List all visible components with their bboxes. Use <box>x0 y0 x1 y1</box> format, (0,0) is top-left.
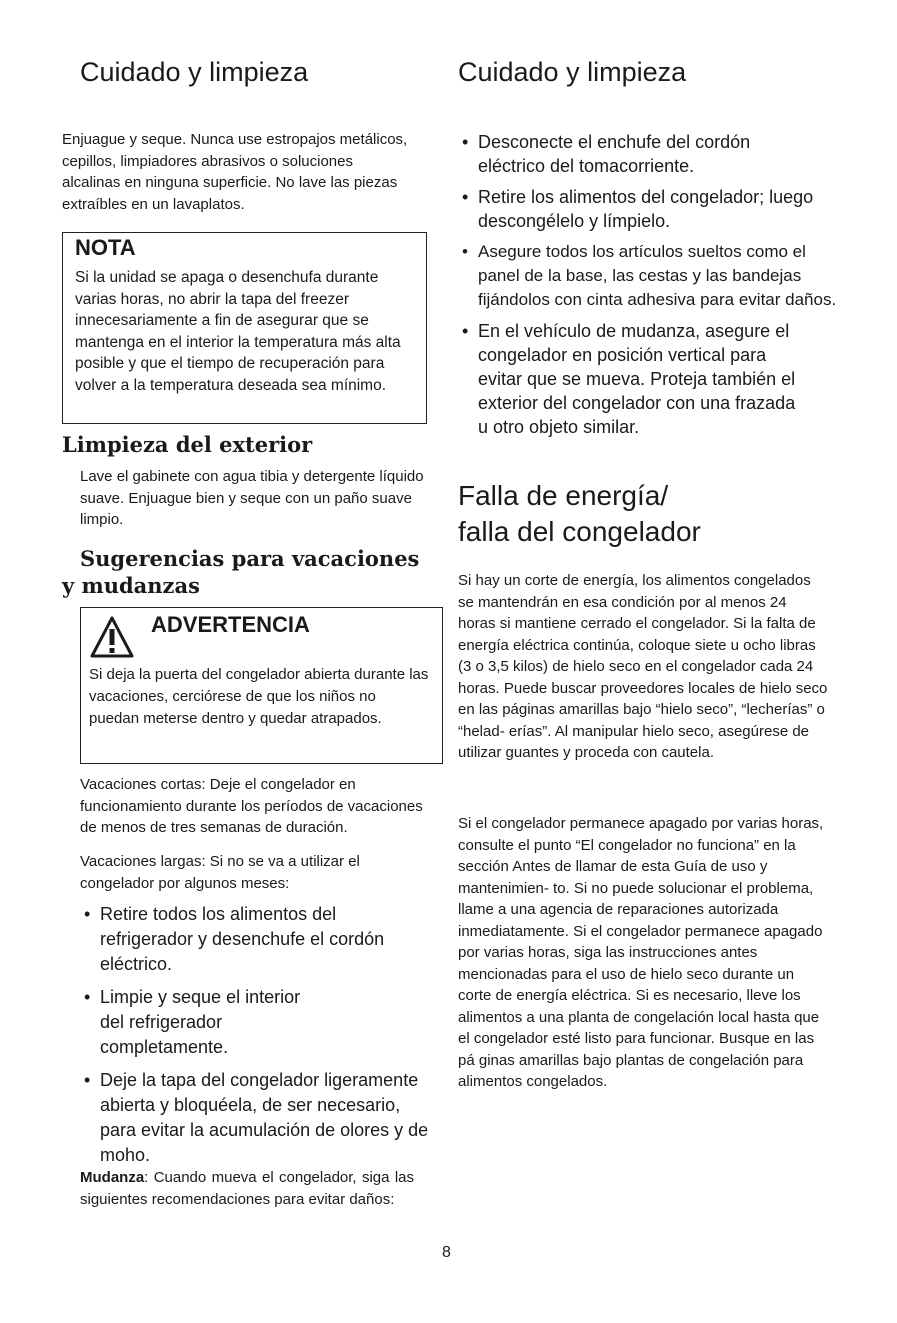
moving-text <box>80 1167 414 1210</box>
list-item: • Deje la tapa del congelador ligeramente abierta y bloquéela, de ser necesario, para evitar la acumulación de olores y de moho. <box>80 1068 430 1168</box>
page-number: 8 <box>442 1244 451 1261</box>
list-item: • Desconecte el enchufe del cordón eléctrico del tomacorriente. <box>458 130 838 178</box>
power-heading: Falla de energía/ <box>458 480 669 511</box>
note-text: Si la unidad se apaga o desenchufa durante varias horas, no abrir la tapa del freezer innecesariamente a fin de asegurar que se mantenga en el interior la temperatura más alta posible y que el tiempo de recuperación para volver a la temperatura deseada sea mínimo. <box>75 269 401 394</box>
exterior-text: Lave el gabinete con agua tibia y detergente líquido suave. Enjuague bien y seque con un paño suave limpio. <box>80 468 424 528</box>
power-text-1: Si hay un corte de energía, los alimentos congelados se mantendrán en esa condición por al menos 24 horas si mantiene cerrado el congelador. Si la falta de energía eléctrica continúa, coloque siete u ocho libras (3 o 3,5 kilos) de hielo seco en el congelador cada 24 horas. Puede buscar proveedores locales de hielo seco en las páginas amarillas bajo “hielo seco”, “lecherías” o “helad- erías”. Al manipular hielo seco, asegúrese de utilizar guantes y proceda con cautela. <box>458 572 828 761</box>
note-box <box>62 232 427 424</box>
list-item: • Retire todos los alimentos del refrigerador y desenchufe el cordón eléctrico. <box>80 902 430 977</box>
long-vacation-list <box>80 902 430 1168</box>
note-title: NOTA <box>75 235 136 260</box>
moving-list <box>458 130 838 439</box>
warning-title: ADVERTENCIA <box>151 612 310 637</box>
short-vacation-text: Vacaciones cortas: Deje el congelador en funcionamiento durante los períodos de vacaciones de menos de tres semanas de duración. <box>80 776 423 836</box>
power-heading-2: falla del congelador <box>458 516 701 547</box>
exterior-heading: Limpieza del exterior <box>62 432 313 457</box>
power-text-2: Si el congelador permanece apagado por varias horas, consulte el punto “El congelador no funciona” en la sección Antes de llamar de esta Guía de uso y mantenimien- to. Si no puede solucionar el problema, llame a una agencia de reparaciones autorizada inmediatamente. Si el congelador permanece apagado por varias horas, siga las instrucciones antes mencionadas para el uso de hielo seco durante un corte de energía eléctrica. Si es necesario, lleve los alimentos a una planta de congelación local hasta que el congelador esté listo para funcionar. Busque en las pá ginas amarillas bajo plantas de congelación para alimentos congelados. <box>458 815 824 1090</box>
left-title: Cuidado y limpieza <box>80 57 309 87</box>
list-item: • En el vehículo de mudanza, asegure el congelador en posición vertical para evitar que se mueva. Proteja también el exterior del congelador con una frazada u otro objeto similar. <box>458 319 838 439</box>
intro-text: Enjuague y seque. Nunca use estropajos metálicos, cepillos, limpiadores abrasivos o soluciones alcalinas en ninguna superficie. No lave las piezas extraíbles en un lavaplatos. <box>62 131 408 213</box>
warning-text: Si deja la puerta del congelador abierta durante las vacaciones, cerciórese de que los niños no puedan meterse dentro y quedar atrapados. <box>89 666 429 727</box>
long-vacation-text: Vacaciones largas: Si no se va a utilizar el congelador por algunos meses: <box>80 853 360 892</box>
vacation-heading: Sugerencias para vacaciones <box>80 546 420 571</box>
moving-label: Mudanza <box>80 1169 145 1186</box>
warning-box <box>80 607 443 764</box>
right-title: Cuidado y limpieza <box>458 57 687 87</box>
list-item: • Retire los alimentos del congelador; luego descongélelo y límpielo. <box>458 185 838 233</box>
list-item: • Limpie y seque el interior del refrigerador completamente. <box>80 985 430 1060</box>
vacation-heading-2: y mudanzas <box>62 573 200 598</box>
list-item: • Asegure todos los artículos sueltos como el panel de la base, las cestas y las bandejas fijándolos con cinta adhesiva para evitar daños. <box>458 240 838 312</box>
warning-triangle-icon <box>89 614 135 660</box>
moving-body: : Cuando mueva el congelador, siga las siguientes recomendaciones para evitar daños: <box>80 1169 414 1208</box>
